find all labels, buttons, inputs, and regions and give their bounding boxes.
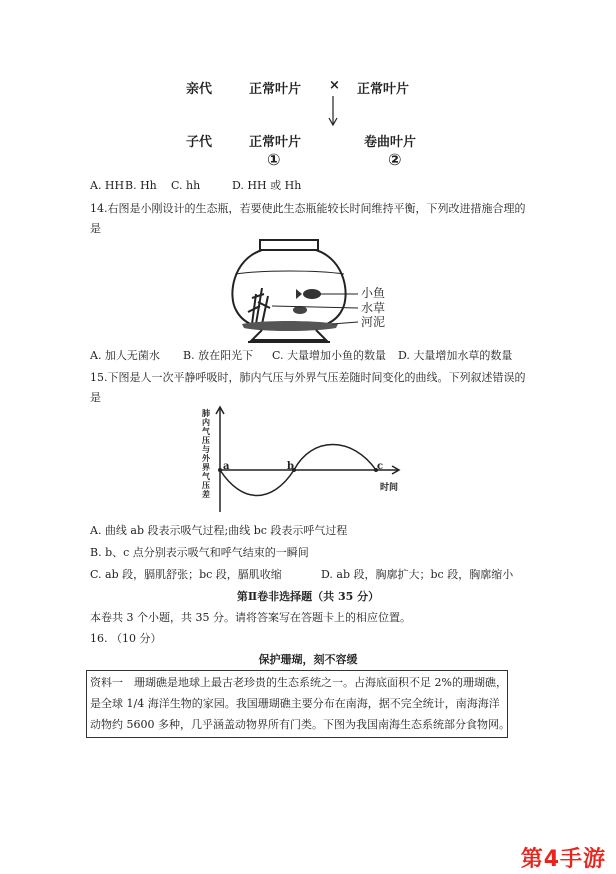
cross-arrow [325,94,341,130]
offspring-right-phenotype: 卷曲叶片 [364,135,417,150]
bottle-label-fish: 小鱼 [361,286,386,300]
time-axis-label: 时间 [380,483,399,493]
offspring-mark-1: ① [267,150,281,169]
q13-option-a: A. HH [90,179,125,192]
parent-right-phenotype: 正常叶片 [357,82,410,97]
parent-left-phenotype: 正常叶片 [249,82,302,97]
material-line-1: 资料一 珊瑚礁是地球上最古老珍贵的生态系统之一。占海底面积不足 2%的珊瑚礁， [90,676,507,689]
pressure-axis-char: 与 [202,444,210,454]
q13-option-b: B. Hh [125,179,157,192]
part2-title: 第Ⅱ卷非选择题（共 35 分） [236,590,380,603]
q15-stem-line1: 15.下图是人一次平静呼吸时，肺内气压与外界气压差随时间变化的曲线。下列叙述错误的 [90,371,526,384]
parent-generation-label: 亲代 [186,82,213,97]
bottle-label-grass: 水草 [361,301,386,315]
pressure-axis-char: 气 [202,426,210,436]
material-line-2: 是全球 1/4 海洋生物的家园。我国珊瑚礁主要分布在南海，据不完全统计，南海海洋 [90,697,500,710]
pressure-axis-char: 内 [202,417,210,427]
q14-stem-line2: 是 [90,222,101,235]
section-title: 保护珊瑚，刻不容缓 [258,653,358,666]
q16-label: 16. （10 分） [90,632,162,645]
q14-option-a: A. 加人无菌水 [90,349,160,362]
pressure-axis-char: 肺 [202,408,210,418]
q14-option-c: C. 大量增加小鱼的数量 [272,349,387,362]
offspring-left-phenotype: 正常叶片 [249,135,302,150]
q14-option-b: B. 放在阳光下 [183,349,254,362]
pressure-axis-char: 界 [202,462,210,472]
cross-symbol: × [329,78,340,93]
q15-option-b: B. b、c 点分别表示吸气和呼气结束的一瞬间 [90,546,309,559]
part2-instruction: 本卷共 3 个小题，共 35 分。请将答案写在答题卡上的相应位置。 [90,611,411,624]
offspring-mark-2: ② [388,150,402,169]
curve-point-b: b [287,461,294,472]
q15-option-a: A. 曲线 ab 段表示吸气过程;曲线 bc 段表示呼气过程 [90,524,348,537]
q13-option-d: D. HH 或 Hh [232,179,302,192]
curve-point-a: a [223,461,230,472]
offspring-generation-label: 子代 [186,135,213,150]
q14-option-d: D. 大量增加水草的数量 [398,349,513,362]
q15-option-d: D. ab 段，胸廓扩大；bc 段，胸廓缩小 [321,568,514,581]
pressure-axis-char: 压 [202,480,210,490]
curve-point-c: c [377,461,384,472]
bottle-label-mud: 河泥 [361,315,386,329]
q15-stem-line2: 是 [90,391,101,404]
pressure-axis-char: 气 [202,471,210,481]
q13-option-c: C. hh [171,179,201,192]
pressure-axis-char: 外 [202,453,210,463]
watermark-logo: 第4手游 [520,847,606,872]
q14-stem-line1: 14.右图是小刚设计的生态瓶，若要使此生态瓶能较长时间维持平衡，下列改进措施合理的 [90,202,526,215]
pressure-axis-char: 差 [202,489,210,499]
q15-option-c: C. ab 段，膈肌舒张；bc 段，膈肌收缩 [90,568,282,581]
material-line-3: 动物约 5600 多种，几乎涵盖动物界所有门类。下图为我国南海生态系统部分食物网。 [90,718,510,731]
pressure-axis-char: 压 [202,435,210,445]
